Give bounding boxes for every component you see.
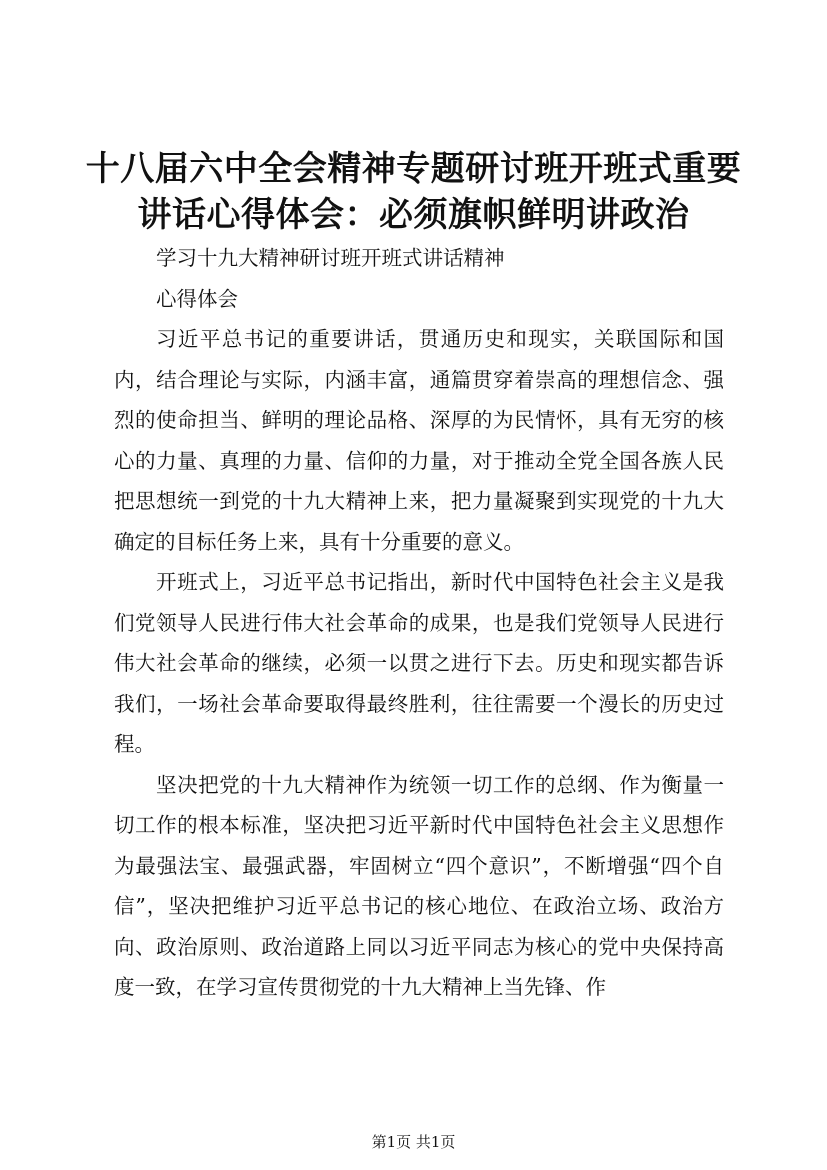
page-number: 第1页 共1页 (371, 1133, 456, 1151)
paragraph-3: 坚决把党的十九大精神作为统领一切工作的总纲、作为衡量一切工作的根本标准，坚决把习近平新时代中国特色社会主义思想作为最强法宝、最强武器，牢固树立“四个意识”，不断增强“四个自信”，坚决把维护习近平总书记的核心地位、在政治立场、政治方向、政治原则、政治道路上同以习近平同志为核心的党中央保持高度一致，在学习宣传贯彻党的十九大精神上当先锋、作 (114, 772, 724, 999)
paragraph-1: 习近平总书记的重要讲话，贯通历史和现实，关联国际和国内，结合理论与实际，内涵丰富，通篇贯穿着崇高的理想信念、强烈的使命担当、鲜明的理论品格、深厚的为民情怀，具有无穷的核心的力量、真理的力量、信仰的力量，对于推动全党全国各族人民把思想统一到党的十九大精神上来，把力量凝聚到实现党的十九大确定的目标任务上来，具有十分重要的意义。 (114, 327, 724, 554)
paragraph-2: 开班式上，习近平总书记指出，新时代中国特色社会主义是我们党领导人民进行伟大社会革命的成果，也是我们党领导人民进行伟大社会革命的继续，必须一以贯之进行下去。历史和现实都告诉我们，一场社会革命要取得最终胜利，往往需要一个漫长的历史过程。 (114, 570, 724, 756)
paragraph-subtitle-line-2: 心得体会 (156, 286, 239, 311)
document-title: 十八届六中全会精神专题研讨班开班式重要讲话心得体会：必须旗帜鲜明讲政治 (85, 149, 742, 235)
document-body (114, 238, 724, 1008)
paragraph-subtitle-line-1: 学习十九大精神研讨班开班式讲话精神 (156, 246, 505, 270)
